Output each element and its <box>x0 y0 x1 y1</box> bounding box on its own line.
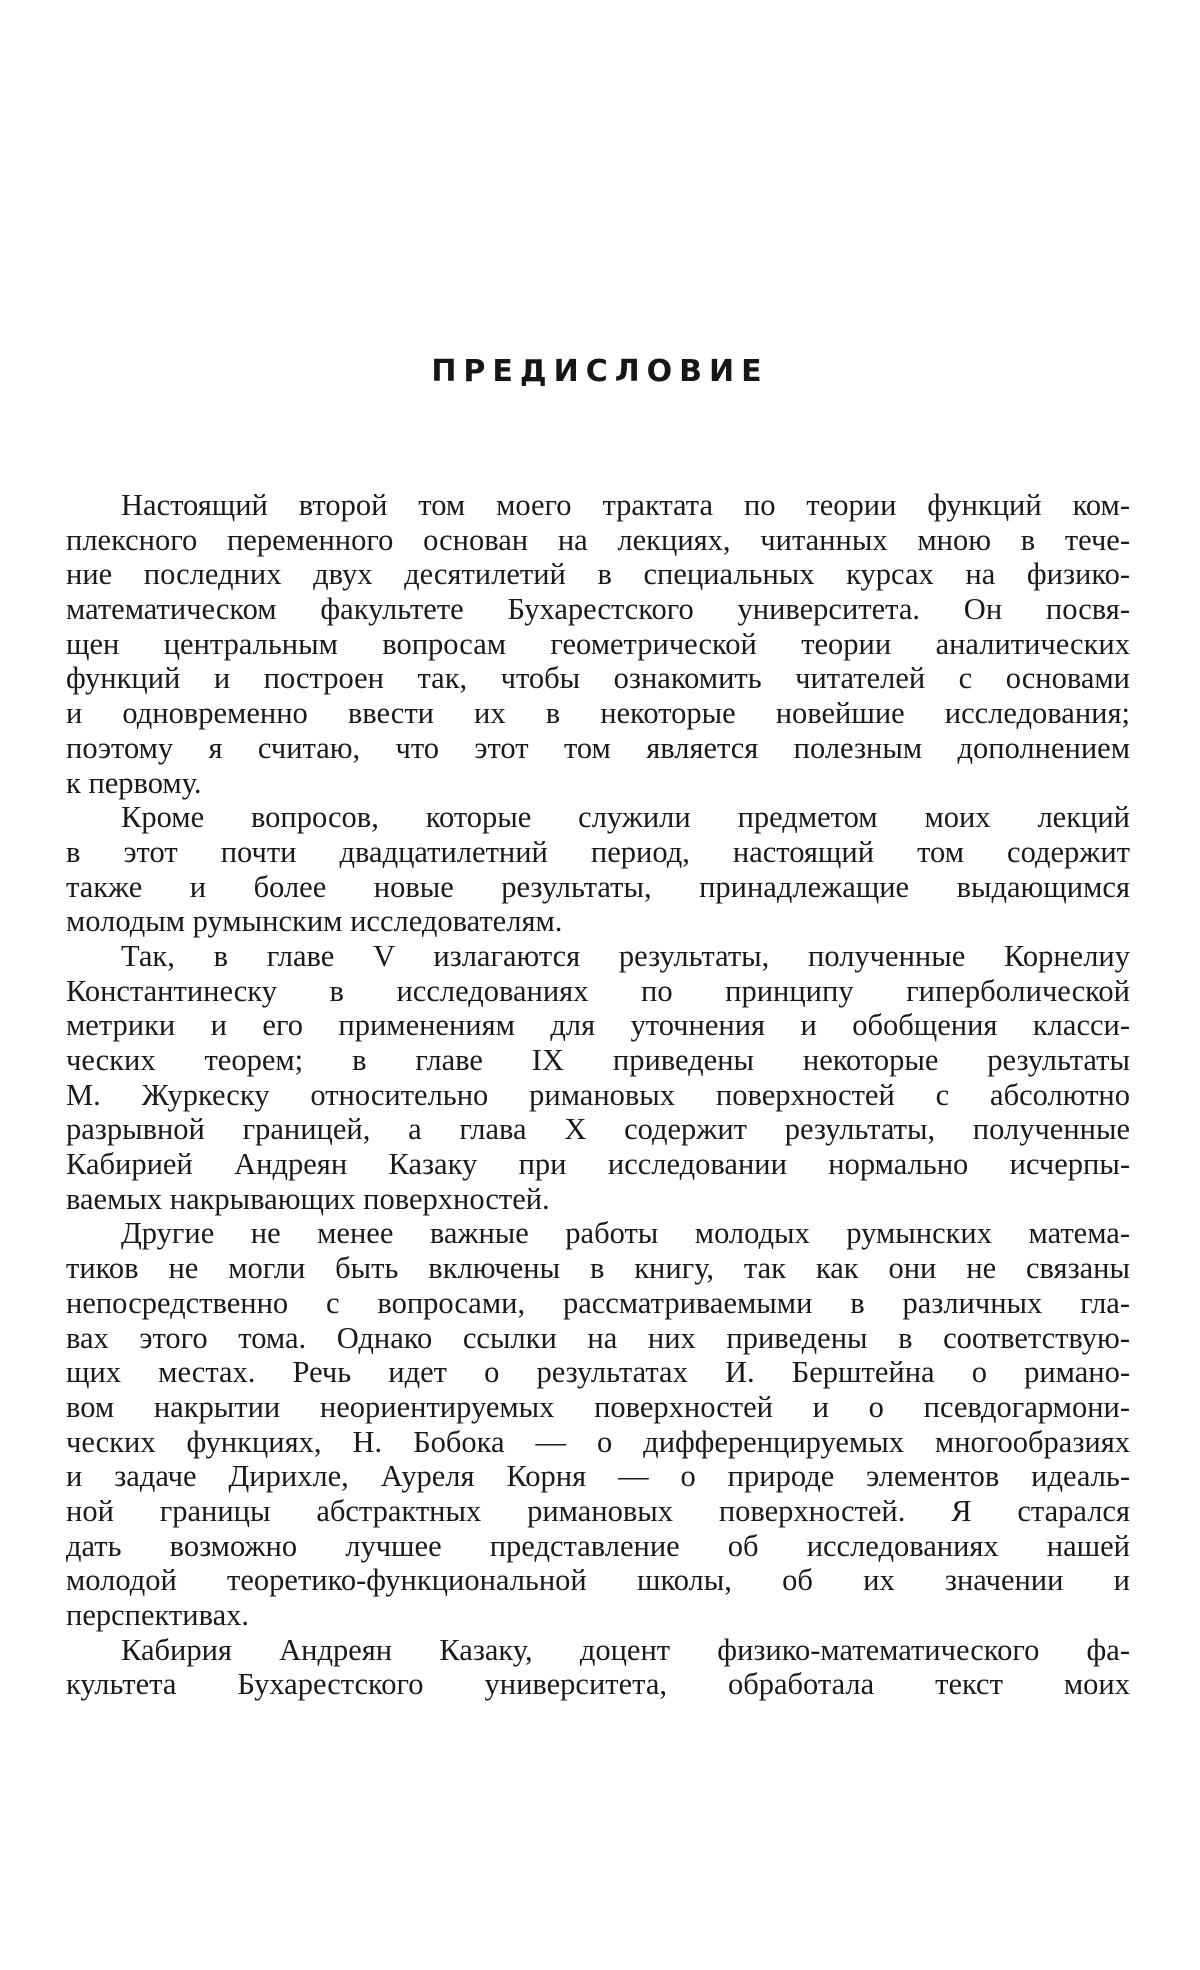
text-line: дать возможно лучшее представление об исследованиях нашей <box>66 1529 1130 1564</box>
text-line: перспективах. <box>66 1598 1130 1633</box>
text-line: непосредственно с вопросами, рассматриваемыми в различных гла- <box>66 1286 1130 1321</box>
text-line: М. Журкеску относительно римановых поверхностей с абсолютно <box>66 1078 1130 1113</box>
text-line: ной границы абстрактных римановых поверхностей. Я старался <box>66 1494 1130 1529</box>
paragraph-1 <box>66 488 1130 800</box>
text-line: метрики и его применениям для уточнения и обобщения класси- <box>66 1008 1130 1043</box>
text-line: к первому. <box>66 766 1130 801</box>
text-line: и одновременно ввести их в некоторые новейшие исследования; <box>66 696 1130 731</box>
document-page <box>0 0 1200 1970</box>
text-line: Кроме вопросов, которые служили предметом моих лекций <box>66 800 1130 835</box>
text-line: вом накрытии неориентируемых поверхностей и о псевдогармони- <box>66 1390 1130 1425</box>
text-line: ние последних двух десятилетий в специальных курсах на физико- <box>66 557 1130 592</box>
paragraph-4 <box>66 1216 1130 1632</box>
text-line: вах этого тома. Однако ссылки на них приведены в соответствую- <box>66 1321 1130 1356</box>
preface-body <box>66 488 1130 1702</box>
text-line: ческих функциях, Н. Бобока — о дифференцируемых многообразиях <box>66 1425 1130 1460</box>
text-line: Другие не менее важные работы молодых румынских матема- <box>66 1216 1130 1251</box>
text-line: также и более новые результаты, принадлежащие выдающимся <box>66 870 1130 905</box>
text-line: ческих теорем; в главе IX приведены некоторые результаты <box>66 1043 1130 1078</box>
text-line: молодой теоретико-функциональной школы, об их значении и <box>66 1563 1130 1598</box>
text-line: тиков не могли быть включены в книгу, так как они не связаны <box>66 1251 1130 1286</box>
paragraph-5 <box>66 1633 1130 1702</box>
paragraph-2 <box>66 800 1130 939</box>
text-line: Константинеску в исследованиях по принципу гиперболической <box>66 974 1130 1009</box>
text-line: функций и построен так, чтобы ознакомить читателей с основами <box>66 661 1130 696</box>
text-line: молодым румынским исследователям. <box>66 904 1130 939</box>
text-line: культета Бухарестского университета, обработала текст моих <box>66 1667 1130 1702</box>
text-line: Настоящий второй том моего трактата по теории функций ком- <box>66 488 1130 523</box>
text-line: щен центральным вопросам геометрической теории аналитических <box>66 627 1130 662</box>
text-line: в этот почти двадцатилетний период, настоящий том содержит <box>66 835 1130 870</box>
text-line: щих местах. Речь идет о результатах И. Берштейна о римано- <box>66 1355 1130 1390</box>
text-line: разрывной границей, а глава X содержит результаты, полученные <box>66 1112 1130 1147</box>
page-title: ПРЕДИСЛОВИЕ <box>0 354 1200 389</box>
text-line: Кабирия Андреян Казаку, доцент физико-математического фа- <box>66 1633 1130 1668</box>
paragraph-3 <box>66 939 1130 1217</box>
text-line: ваемых накрывающих поверхностей. <box>66 1182 1130 1217</box>
text-line: Так, в главе V излагаются результаты, полученные Корнелиу <box>66 939 1130 974</box>
text-line: Кабирией Андреян Казаку при исследовании нормально исчерпы- <box>66 1147 1130 1182</box>
text-line: математическом факультете Бухарестского университета. Он посвя- <box>66 592 1130 627</box>
text-line: и задаче Дирихле, Ауреля Корня — о природе элементов идеаль- <box>66 1459 1130 1494</box>
text-line: поэтому я считаю, что этот том является полезным дополнением <box>66 731 1130 766</box>
text-line: плексного переменного основан на лекциях, читанных мною в тече- <box>66 523 1130 558</box>
